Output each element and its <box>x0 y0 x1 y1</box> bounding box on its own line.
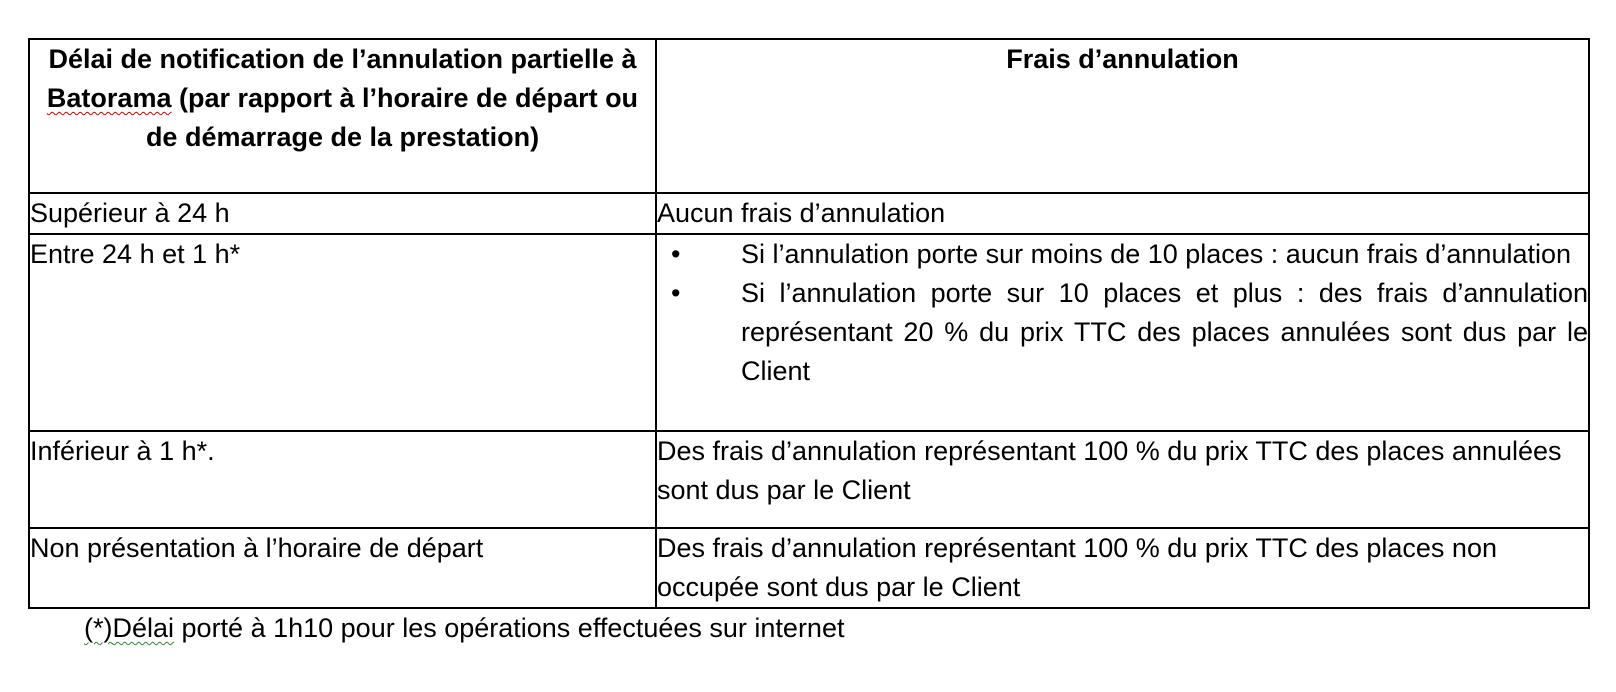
footnote-text: porté à 1h10 pour les opérations effectuées sur internet <box>174 613 845 643</box>
row-delay-cell: Non présentation à l’horaire de départ <box>29 528 656 608</box>
row-delay-cell: Entre 24 h et 1 h* <box>29 234 656 431</box>
cancellation-fees-table <box>28 38 1590 609</box>
header-col1-brand: Batorama <box>46 83 172 113</box>
fee-bullet-text: Si l’annulation porte sur moins de 10 places : aucun frais d’annulation <box>741 239 1572 269</box>
row-delay-cell: Inférieur à 1 h*. <box>29 431 656 528</box>
header-col1-after: (par rapport à l’horaire de départ ou de démarrage de la prestation) <box>145 83 639 152</box>
row-fee-cell: Des frais d’annulation représentant 100 % du prix TTC des places non occupée sont dus par le Client <box>656 528 1589 608</box>
fee-bullet-list <box>657 235 1588 391</box>
table-row <box>29 528 1589 608</box>
table-header-row <box>29 39 1589 193</box>
bullet-icon: • <box>671 239 681 269</box>
row-fee-cell: Aucun frais d’annulation <box>656 193 1589 234</box>
table-row <box>29 431 1589 528</box>
fee-bullet-item <box>657 235 1588 274</box>
row-delay-cell: Supérieur à 24 h <box>29 193 656 234</box>
header-cancellation-fees: Frais d’annulation <box>656 39 1589 193</box>
document-page <box>28 38 1588 647</box>
header-col1-before: Délai de notification de l’annulation partielle à <box>48 44 637 74</box>
table-row <box>29 234 1589 431</box>
footnote-word: Délai <box>112 613 175 643</box>
header-notification-delay <box>29 39 656 193</box>
fee-bullet-text: Si l’annulation porte sur 10 places et plus : des frais d’annulation représentant 20 % du prix TTC des places annulées sont dus par le Client <box>741 278 1588 386</box>
fee-bullet-item <box>657 274 1588 391</box>
table-row <box>29 193 1589 234</box>
bullet-icon: • <box>671 278 681 308</box>
row-fee-cell: Des frais d’annulation représentant 100 % du prix TTC des places annulées sont dus par le Client <box>656 431 1589 528</box>
footnote-marker: (*) <box>84 613 113 643</box>
footnote <box>84 609 1588 647</box>
row-fee-cell <box>656 234 1589 431</box>
